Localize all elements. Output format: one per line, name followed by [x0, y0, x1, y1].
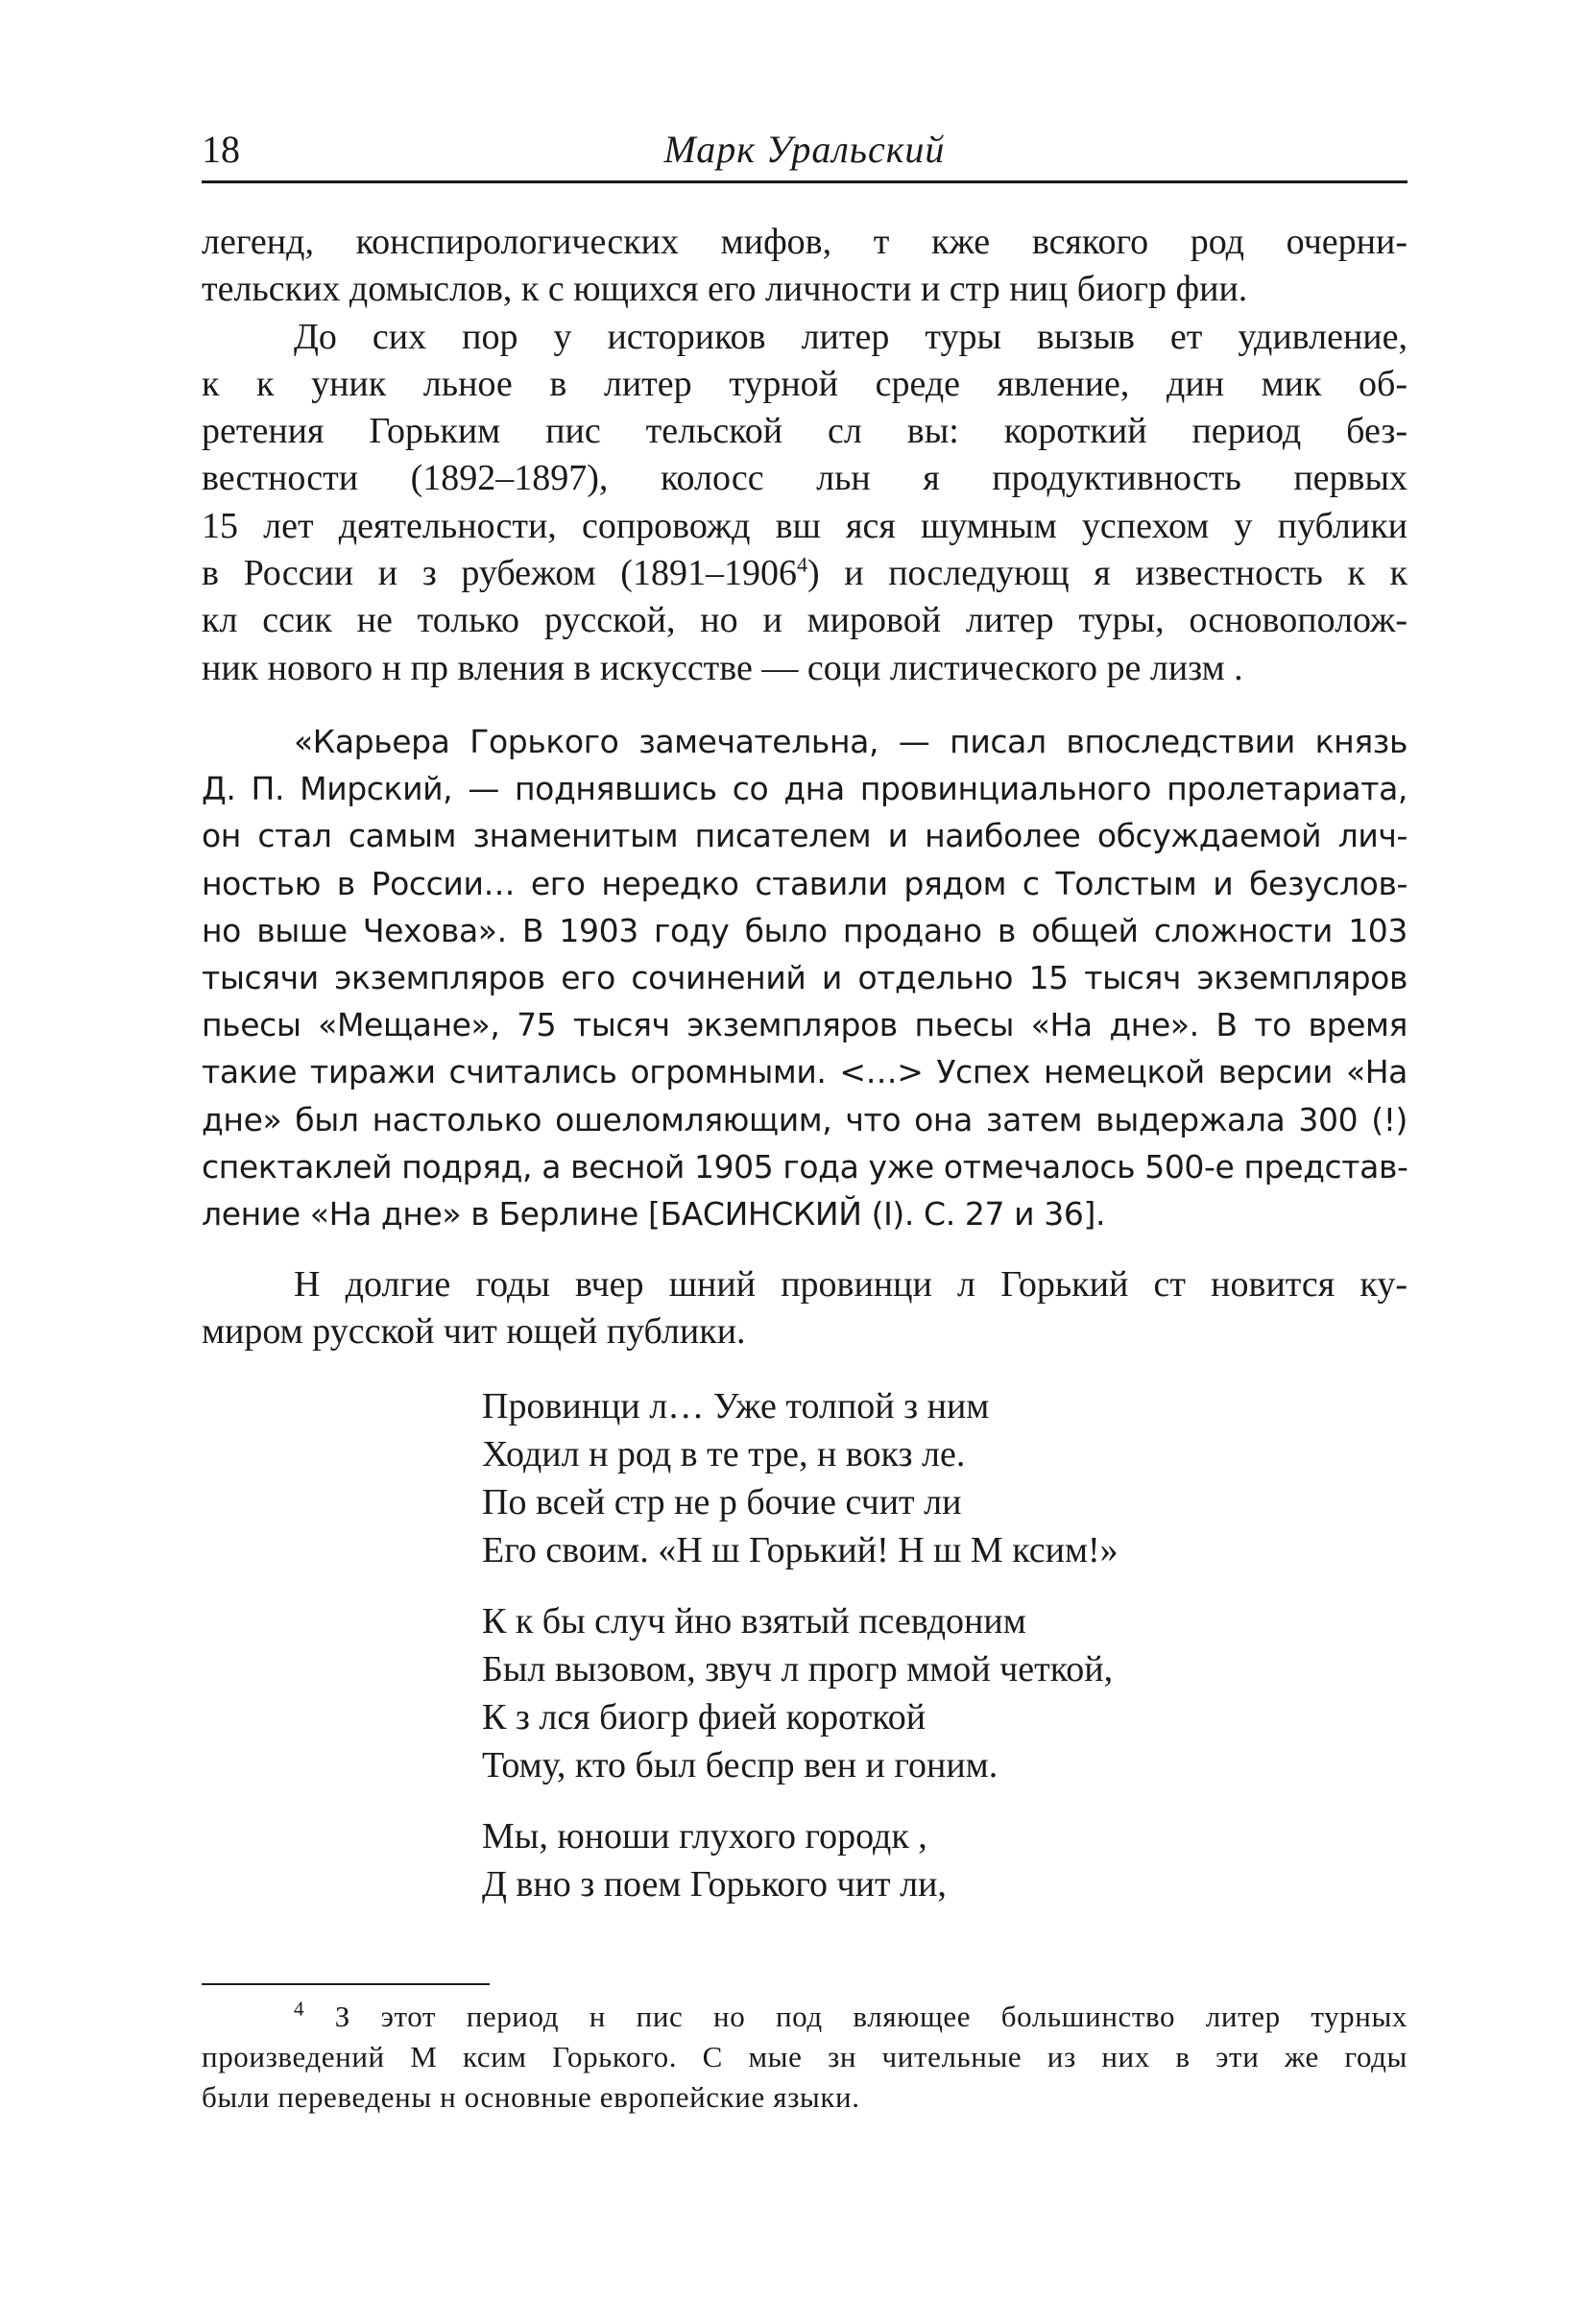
- text-fragment: в России и з рубежом (1891–1906: [202, 553, 797, 594]
- footnote-line: были переведены н основные европейские языки.: [202, 2080, 860, 2114]
- text-line: кл ссик не только русской, но и мировой литер туры, основополож-: [202, 600, 1408, 641]
- running-title: Марк Уральский: [663, 128, 946, 171]
- paragraph-2: [202, 314, 1408, 692]
- text-line: [202, 550, 1408, 597]
- text-line: 15 лет деятельности, сопровожд вш яся шумным успехом у публики: [202, 505, 1408, 546]
- footnote-reference[interactable]: 4: [796, 552, 807, 577]
- text-line: вестности (1892–1897), колосс льн я продуктивность первых: [202, 458, 1408, 499]
- poem-line: Тому, кто был беспр вен и гоним.: [482, 1745, 999, 1785]
- poem: [482, 1382, 1269, 1931]
- footnote-line: произведений М ксим Горького. С мые зн чительные из них в эти же годы: [202, 2040, 1408, 2073]
- page-number: 18: [202, 128, 240, 171]
- footnote-marker: 4: [294, 1997, 305, 2021]
- quote-line: спектаклей подряд, а весной 1905 года уже отмечалось 500-е представ-: [202, 1147, 1408, 1186]
- poem-line: Мы, юноши глухого городк ,: [482, 1816, 927, 1857]
- quote-line: Д. П. Мирский, — поднявшись со дна провинциального пролетариата,: [202, 770, 1408, 808]
- footnote-line: [202, 1997, 1408, 2037]
- block-quote: [202, 718, 1408, 1237]
- poem-stanza: [482, 1382, 1269, 1574]
- poem-stanza: [482, 1597, 1269, 1789]
- poem-line: Был вызовом, звуч л прогр ммой четкой,: [482, 1649, 1114, 1689]
- text-line: к к уник льное в литер турной среде явление, дин мик об-: [202, 363, 1408, 404]
- poem-line: К з лся биогр фией короткой: [482, 1697, 926, 1737]
- text-fragment: З этот период н пис но под вляющее большинство литер турных: [334, 2000, 1408, 2033]
- quote-line: ление «На дне» в Берлине [БАСИНСКИЙ (I). С. 27 и 36].: [202, 1195, 1106, 1234]
- text-line: легенд, конспирологических мифов, т кже всякого род очерни-: [202, 222, 1408, 262]
- poem-line: Его своим. «Н ш Горький! Н ш М ксим!»: [482, 1530, 1119, 1570]
- poem-line: По всей стр не р бочие счит ли: [482, 1482, 962, 1522]
- main-text: [202, 219, 1408, 692]
- quote-line: пьесы «Мещане», 75 тысяч экземпляров пьесы «На дне». В то время: [202, 1006, 1408, 1044]
- page-header: [202, 123, 1408, 183]
- quote-line: «Карьера Горького замечательна, — писал впоследствии князь: [294, 723, 1408, 760]
- text-line: Н долгие годы вчер шний провинци л Горький ст новится ку-: [294, 1264, 1408, 1305]
- poem-line: Ходил н род в те тре, н вокз ле.: [482, 1434, 966, 1474]
- paragraph-3: [202, 1261, 1408, 1355]
- quote-line: такие тиражи считались огромными. <…> Успех немецкой версии «На: [202, 1053, 1408, 1091]
- text-line: миром русской чит ющей публики.: [202, 1311, 746, 1352]
- quote-line: но выше Чехова». В 1903 году было продано в общей сложности 103: [202, 911, 1408, 949]
- footnote-divider: [202, 1983, 490, 1985]
- paragraph-1: [202, 219, 1408, 314]
- poem-line: Провинци л… Уже толпой з ним: [482, 1386, 990, 1426]
- text-line: ник нового н пр вления в искусстве — соци листического ре лизм .: [202, 647, 1243, 688]
- footnote: [202, 1997, 1408, 2118]
- poem-stanza: [482, 1812, 1269, 1908]
- quote-line: дне» был настолько ошеломляющим, что она затем выдержала 300 (!): [202, 1100, 1408, 1138]
- text-fragment: ) и последующ я известность к к: [806, 553, 1408, 594]
- text-line: До сих пор у историков литер туры вызыв ет удивление,: [294, 316, 1408, 357]
- quote-line: ностью в России… его нередко ставили рядом с Толстым и безуслов-: [202, 864, 1408, 902]
- poem-line: Д вно з поем Горького чит ли,: [482, 1864, 947, 1905]
- quote-line: тысячи экземпляров его сочинений и отдельно 15 тысяч экземпляров: [202, 959, 1408, 997]
- quote-line: он стал самым знаменитым писателем и наиболее обсуждаемой лич-: [202, 817, 1408, 855]
- text-line: ретения Горьким пис тельской сл вы: короткий период без-: [202, 411, 1408, 452]
- poem-line: К к бы случ йно взятый псевдоним: [482, 1601, 1026, 1641]
- text-line: тельских домыслов, к с ющихся его личности и стр ниц биогр фии.: [202, 269, 1248, 310]
